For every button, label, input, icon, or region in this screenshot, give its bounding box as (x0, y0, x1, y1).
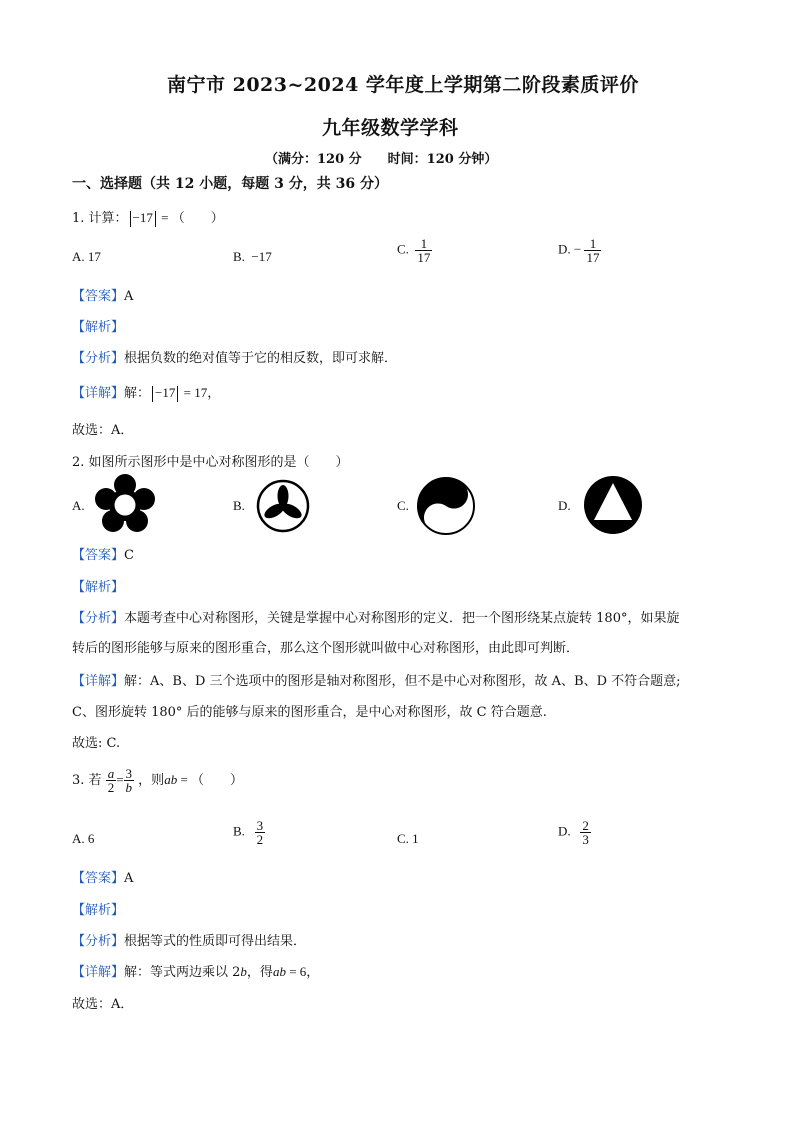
q1-prefix: 1. 计算： (72, 211, 128, 226)
q1-d-numerator: 1 (589, 236, 597, 251)
q1-stem (72, 207, 224, 227)
q2-answer (72, 544, 134, 563)
q3-xiangjie (72, 961, 319, 980)
page-title: 南宁市 2023~2024 学年度上学期第二阶段素质评价 (167, 74, 639, 96)
q2-xiangjie-line1 (72, 670, 681, 689)
q1-conclusion: 故选：A． (72, 423, 134, 438)
q3-option-d-fraction (580, 819, 591, 846)
abs-bar-left (152, 386, 153, 402)
q3-prefix: 3. 若 (72, 773, 102, 788)
q1-option-b-value: −17 (251, 249, 272, 264)
q3-answer-value: A (124, 871, 134, 886)
q2-fenxi-line1 (72, 607, 679, 626)
answer-tag: 【答案】 (72, 548, 125, 563)
q3-a-denominator: 2 (107, 780, 115, 795)
q3-equals: = (116, 772, 124, 787)
q3-suffix-pre: ，则 (138, 773, 165, 788)
q1-option-d-fraction (584, 237, 601, 264)
q1-analysis-tag: 【解析】 (72, 320, 125, 335)
q3-option-d-label: D. (558, 823, 571, 839)
abs-bar-right (155, 211, 156, 227)
flower-figure-icon (93, 474, 157, 536)
q1-option-d-sign: − (573, 241, 582, 257)
q1-xiangjie-val: −17 (155, 385, 176, 400)
q2-answer-value: C (124, 548, 134, 563)
q3-option-b-fraction (255, 819, 266, 846)
q3-fenxi (72, 930, 306, 949)
q2-fenxi-text-1: 本题考查中心对称图形，关键是掌握中心对称图形的定义．把一个图形绕某点旋转 180°，如果旋 (124, 611, 680, 626)
q3-option-d (558, 819, 591, 846)
exam-meta: （满分：120 分 时间：120 分钟） (265, 152, 498, 167)
triangle-in-circle-figure-icon (582, 474, 644, 536)
q3-d-opt-numerator: 2 (582, 818, 589, 833)
subject-title: 九年级数学学科 (322, 117, 459, 139)
q3-xiangjie-post: = 6， (285, 964, 320, 979)
q3-b-denominator: b (125, 780, 133, 795)
answer-tag: 【答案】 (72, 871, 125, 886)
xiangjie-tag: 【详解】 (72, 386, 125, 401)
q3-xiangjie-b: b (240, 964, 247, 979)
q3-b-opt-numerator: 3 (256, 818, 264, 833)
q2-xiangjie-line2: C、图形旋转 180° 后的能够与原来的图形重合，是中心对称图形，故 C 符合题意. (72, 705, 547, 720)
q1-option-c-fraction (415, 237, 432, 264)
q2-option-c-label: C. (397, 498, 409, 513)
q1-xiangjie-pre: 解： (124, 386, 151, 401)
q1-c-numerator: 1 (420, 236, 428, 251)
q1-xiangjie (72, 382, 220, 402)
abs-bar-left (130, 211, 131, 227)
q3-xiangjie-pre: 解：等式两边乘以 2 (124, 965, 241, 980)
q2-conclusion: 故选: C. (72, 736, 121, 751)
q1-answer (72, 285, 133, 304)
q3-fraction-a (106, 767, 117, 794)
q3-option-a: A. 6 (72, 831, 95, 846)
xiangjie-tag: 【详解】 (72, 674, 125, 689)
q1-option-d (558, 237, 601, 264)
q3-stem (72, 767, 243, 794)
q3-suffix-var: ab (164, 772, 178, 787)
q2-xiangjie-text-1: 解：A、B、D 三个选项中的图形是轴对称图形，但不是中心对称图形，故 A、B、D 不符合题意; (124, 674, 681, 689)
fenxi-tag: 【分析】 (72, 351, 125, 366)
q3-analysis-tag: 【解析】 (72, 903, 125, 918)
three-leaf-figure-icon (255, 478, 311, 534)
q2-option-d-label: D. (558, 498, 571, 513)
answer-tag: 【答案】 (72, 289, 125, 304)
q1-option-c (397, 237, 432, 264)
xiangjie-tag: 【详解】 (72, 965, 125, 980)
q3-xiangjie-mid: ，得 (246, 965, 273, 980)
q2-fenxi-line2: 转后的图形能够与原来的图形重合，那么这个图形就叫做中心对称图形，由此即可判断． (72, 641, 580, 656)
fenxi-tag: 【分析】 (72, 611, 125, 626)
q3-option-b (233, 819, 265, 846)
q3-d-opt-denominator: 3 (582, 832, 589, 847)
q3-option-c: C. 1 (397, 831, 419, 846)
q3-b-numerator: 3 (125, 766, 133, 781)
abs-bar-right (177, 386, 178, 402)
q3-conclusion: 故选：A． (72, 997, 134, 1012)
q3-xiangjie-ab: ab (272, 964, 286, 979)
q1-c-denominator: 17 (417, 250, 431, 265)
q1-option-b (233, 249, 272, 265)
q1-option-d-label: D. (558, 241, 571, 257)
q2-option-b-label: B. (233, 498, 245, 513)
q1-option-c-label: C. (397, 241, 409, 257)
fenxi-tag: 【分析】 (72, 934, 125, 949)
q1-option-a: A. 17 (72, 249, 101, 264)
q3-a-numerator: a (107, 766, 115, 781)
q3-fenxi-text: 根据等式的性质即可得出结果． (124, 934, 307, 949)
q1-suffix: = （ ） (157, 210, 224, 225)
q3-answer (72, 867, 133, 886)
q1-answer-value: A (124, 289, 134, 304)
q3-b-opt-denominator: 2 (256, 832, 264, 847)
swirl-figure-icon (416, 476, 476, 536)
q1-option-b-label: B. (233, 249, 245, 264)
q1-xiangjie-post: = 17， (180, 385, 221, 400)
q2-stem: 2. 如图所示图形中是中心对称图形的是（ ） (72, 455, 349, 470)
q3-fraction-b (124, 767, 135, 794)
q1-fenxi-text: 根据负数的绝对值等于它的相反数，即可求解． (124, 351, 398, 366)
q3-option-b-label: B. (233, 823, 245, 839)
section-heading: 一、选择题（共 12 小题，每题 3 分，共 36 分） (72, 176, 388, 192)
q1-expr-value: −17 (132, 210, 153, 225)
q2-analysis-tag: 【解析】 (72, 580, 125, 595)
q1-fenxi (72, 347, 397, 366)
q3-suffix-post: = （ ） (177, 772, 244, 787)
q1-d-denominator: 17 (586, 250, 600, 265)
q2-option-a-label: A. (72, 498, 85, 513)
